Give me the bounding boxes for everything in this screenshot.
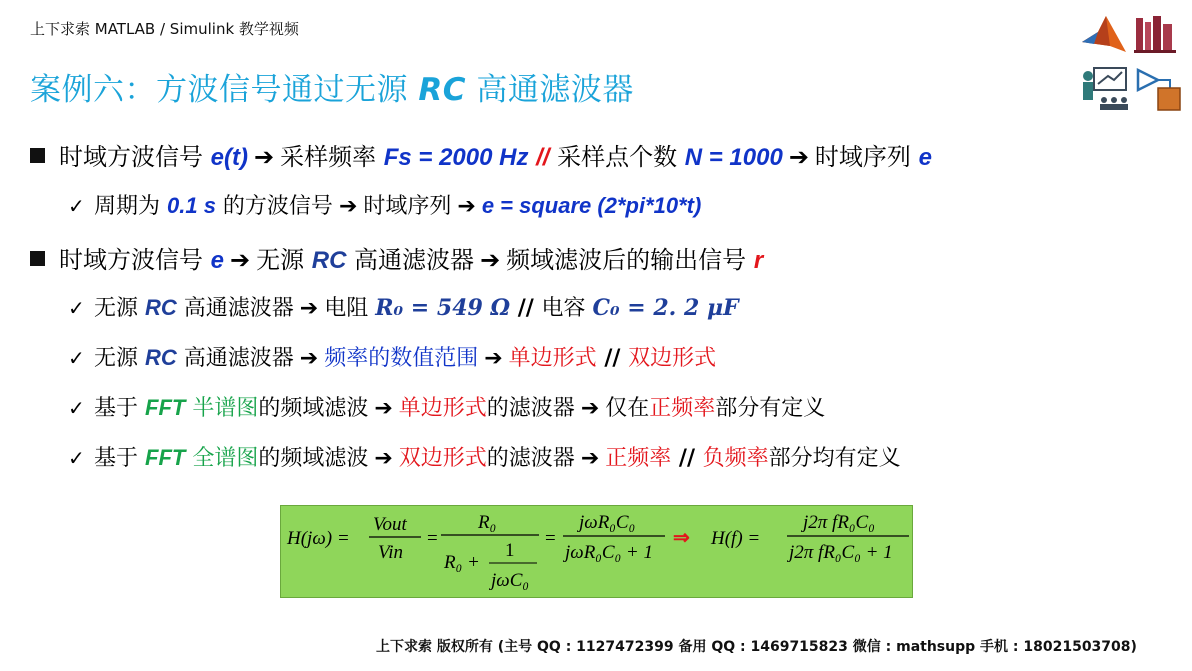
- arrow-right-icon: ➔: [580, 446, 600, 471]
- matlab-logo-icon: [1080, 12, 1128, 62]
- checkmark-icon: ✓: [68, 346, 85, 370]
- arrow-right-icon: ➔: [299, 346, 319, 371]
- bullet-line-1: 时域方波信号 e(t) ➔ 采样频率 Fs = 2000 Hz // 采样点个数 N = 1000 ➔ 时域序列 e: [30, 137, 932, 172]
- check-line-3: ✓ 无源 RC 高通滤波器 ➔ 频率的数值范围 ➔ 单边形式 // 双边形式: [68, 345, 717, 371]
- transfer-function-formula: [280, 505, 913, 598]
- formula-r0-plus: R₀ +: [444, 552, 480, 573]
- formula-den3: jωR₀C₀ + 1: [565, 542, 654, 563]
- arrow-right-icon: ➔: [484, 346, 503, 371]
- formula-one: 1: [505, 540, 515, 561]
- checkmark-icon: ✓: [68, 446, 85, 470]
- play-box-icon: [1136, 66, 1182, 116]
- arrow-right-icon: ➔: [480, 246, 501, 274]
- arrow-right-icon: ➔: [230, 246, 251, 274]
- check-line-5: ✓ 基于 FFT 全谱图的频域滤波 ➔ 双边形式的滤波器 ➔ 正频率 // 负频率部分均有定义: [68, 445, 901, 471]
- books-icon: [1134, 14, 1176, 58]
- page-title: 案例六：方波信号通过无源 RC 高通滤波器: [30, 72, 634, 108]
- formula-eq: =: [545, 528, 556, 549]
- formula-den4: j2π fR₀C₀ + 1: [789, 542, 893, 563]
- formula-vin: Vin: [378, 542, 403, 563]
- formula-jwc0: jωC₀: [491, 570, 529, 591]
- check-line-2: ✓ 无源 RC 高通滤波器 ➔ 电阻 R₀ = 549 Ω // 电容 C₀ = 2. 2 μF: [68, 295, 739, 321]
- arrow-right-icon: ➔: [580, 396, 600, 421]
- formula-vout: Vout: [373, 514, 407, 535]
- check-line-1: ✓ 周期为 0.1 s 的方波信号 ➔ 时域序列 ➔ e = square (2*pi*10*t): [68, 193, 702, 219]
- arrow-right-icon: ➔: [457, 194, 476, 219]
- arrow-right-icon: ➔: [299, 296, 319, 321]
- arrow-right-icon: ➔: [338, 194, 358, 219]
- square-bullet-icon: [30, 251, 45, 266]
- checkmark-icon: ✓: [68, 396, 85, 420]
- check-line-4: ✓ 基于 FFT 半谱图的频域滤波 ➔ 单边形式的滤波器 ➔ 仅在正频率部分有定义: [68, 395, 826, 421]
- square-bullet-icon: [30, 148, 45, 163]
- arrow-right-icon: ➔: [253, 143, 275, 171]
- formula-hf: H(f) =: [711, 528, 761, 549]
- arrow-right-icon: ➔: [788, 143, 809, 171]
- checkmark-icon: ✓: [68, 296, 85, 320]
- teacher-presentation-icon: [1080, 66, 1130, 116]
- bullet-line-2: 时域方波信号 e ➔ 无源 RC 高通滤波器 ➔ 频域滤波后的输出信号 r: [30, 240, 763, 275]
- formula-eq: =: [427, 528, 438, 549]
- arrow-right-icon: ➔: [374, 446, 393, 471]
- checkmark-icon: ✓: [68, 194, 85, 218]
- formula-r0: R₀: [478, 512, 497, 533]
- implies-arrow-icon: ⇒: [673, 527, 690, 549]
- formula-num4: j2π fR₀C₀: [803, 512, 875, 533]
- header-caption: 上下求索 MATLAB / Simulink 教学视频: [30, 20, 299, 38]
- arrow-right-icon: ➔: [374, 396, 393, 421]
- formula-lhs: H(jω) =: [287, 528, 350, 549]
- footer-copyright: 上下求索 版权所有 (主号 QQ : 1127472399 备用 QQ : 1469715823 微信 : mathsupp 手机 : 18021503708): [376, 639, 1137, 655]
- formula-num3: jωR₀C₀: [579, 512, 636, 533]
